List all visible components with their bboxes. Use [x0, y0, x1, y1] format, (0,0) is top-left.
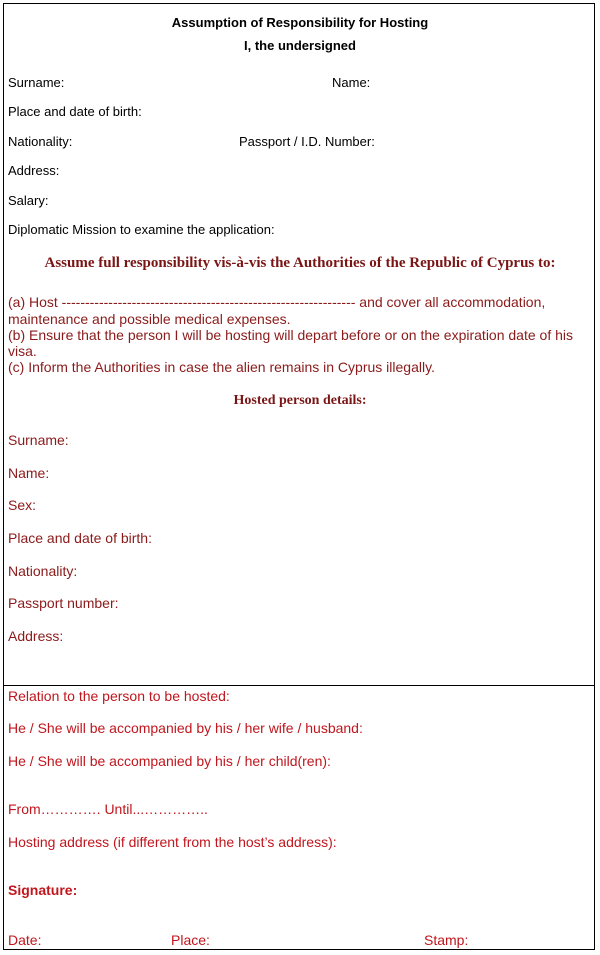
hosted-address-label: Address:	[8, 628, 64, 644]
host-salary-label: Salary:	[8, 193, 49, 208]
date-label: Date:	[8, 932, 42, 948]
period-label: From…………. Until...…………..	[8, 801, 208, 817]
item-c: (c) Inform the Authorities in case the alien remains in Cyprus illegally.	[8, 359, 435, 375]
item-b-line1: (b) Ensure that the person I will be hosting will depart before or on the expiration date of his	[8, 327, 573, 343]
host-nationality-label: Nationality:	[8, 134, 73, 149]
place-label: Place:	[171, 932, 210, 948]
host-passport-label: Passport / I.D. Number:	[239, 134, 375, 149]
hosted-surname-label: Surname:	[8, 432, 69, 448]
host-birth-label: Place and date of birth:	[8, 104, 142, 119]
hosted-name-label: Name:	[8, 465, 50, 481]
hosted-heading: Hosted person details:	[233, 393, 367, 408]
host-name-label: Name:	[332, 75, 371, 90]
relation-label: Relation to the person to be hosted:	[8, 688, 230, 704]
item-a-line1: (a) Host --------------------------------------------------------------- and cover all accommodation,	[8, 294, 546, 310]
hosted-birth-label: Place and date of birth:	[8, 530, 152, 546]
item-b-line2: visa.	[8, 343, 37, 359]
stamp-label: Stamp:	[424, 932, 469, 948]
section-divider	[3, 685, 595, 686]
host-surname-label: Surname:	[8, 75, 65, 90]
spouse-label: He / She will be accompanied by his / her wife / husband:	[8, 720, 363, 736]
signature-label: Signature:	[8, 882, 78, 898]
hosting-address-label: Hosting address (if different from the host’s address):	[8, 834, 337, 850]
form-title: Assumption of Responsibility for Hosting	[171, 15, 429, 30]
item-a-line2: maintenance and possible medical expenses.	[8, 311, 291, 327]
children-label: He / She will be accompanied by his / her child(ren):	[8, 753, 331, 769]
diplomatic-mission-label: Diplomatic Mission to examine the application:	[8, 222, 275, 237]
hosted-passport-label: Passport number:	[8, 595, 119, 611]
hosted-sex-label: Sex:	[8, 497, 37, 513]
form-subtitle: I, the undersigned	[244, 38, 356, 53]
responsibility-heading: Assume full responsibility vis-à-vis the Authorities of the Republic of Cyprus to:	[44, 255, 556, 271]
hosted-nationality-label: Nationality:	[8, 563, 78, 579]
host-address-label: Address:	[8, 163, 60, 178]
